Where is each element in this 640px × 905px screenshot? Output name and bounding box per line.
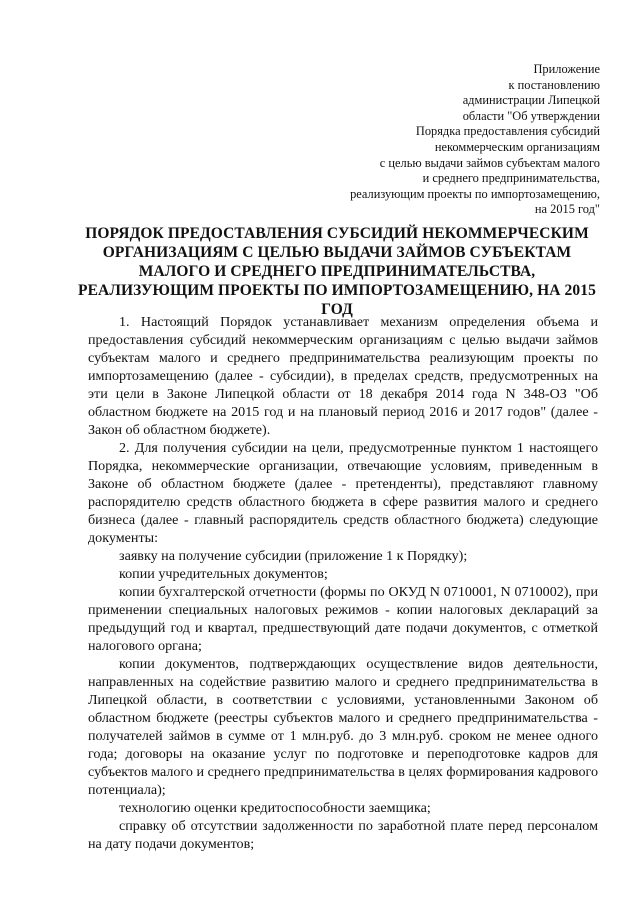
paragraph: технологию оценки кредитоспособности заемщика; bbox=[119, 800, 431, 816]
paragraph: 1. Настоящий Порядок устанавливает механизм определения объема и предоставления субсидий некоммерческим организациям с целью выдачи займов субъектам малого и среднего предпринимательства реализующим проекты по импортозамещению (далее - субсидии), в пределах средств, предусмотренных на эти цели в Законе Липецкой области от 18 декабря 2014 года N 348-ОЗ "Об областном бюджете на 2015 год и на плановый период 2016 и 2017 годов" (далее - Закон об областном бюджете). bbox=[88, 314, 598, 438]
appendix-line: некоммерческим организациям bbox=[434, 139, 600, 154]
document-body bbox=[88, 313, 598, 853]
appendix-line: администрации Липецкой bbox=[462, 93, 600, 108]
paragraph: справку об отсутствии задолженности по заработной плате перед персоналом на дату подачи документов; bbox=[88, 818, 598, 852]
appendix-header bbox=[270, 62, 600, 218]
document-title: ПОРЯДОК ПРЕДОСТАВЛЕНИЯ СУБСИДИЙ НЕКОММЕРЧЕСКИМ ОРГАНИЗАЦИЯМ С ЦЕЛЬЮ ВЫДАЧИ ЗАЙМОВ СУБЪЕКТАМ МАЛОГО И СРЕДНЕГО ПРЕДПРИНИМАТЕЛЬСТВА, РЕАЛИЗУЮЩИМ ПРОЕКТЫ ПО ИМПОРТОЗАМЕЩЕНИЮ, НА 2015 ГОД bbox=[78, 225, 596, 318]
appendix-line: области "Об утверждении bbox=[462, 108, 600, 123]
paragraph: копии документов, подтверждающих осуществление видов деятельности, направленных на содействие развитию малого и среднего предпринимательства в Липецкой области, в соответствии с условиями, установленными Законом об областном бюджете (реестры субъектов малого и среднего предпринимательства - получателей займов в сумме от 1 млн.руб. до 3 млн.руб. сроком не менее одного года; договоры на оказание услуг по подготовке и переподготовке кадров для субъектов малого и среднего предпринимательства в целях формирования кадрового потенциала); bbox=[88, 656, 598, 798]
paragraph: заявку на получение субсидии (приложение 1 к Порядку); bbox=[119, 548, 468, 564]
paragraph: копии бухгалтерской отчетности (формы по ОКУД N 0710001, N 0710002), при применении специальных налоговых режимов - копии налоговых деклараций за предыдущий год и квартал, предшествующий дате подачи документов, с отметкой налогового органа; bbox=[88, 584, 598, 654]
appendix-line: реализующим проекты по импортозамещению, bbox=[350, 186, 600, 201]
appendix-line: Порядка предоставления субсидий bbox=[415, 124, 600, 139]
paragraph: 2. Для получения субсидии на цели, предусмотренные пунктом 1 настоящего Порядка, некоммерческие организации, отвечающие условиям, приведенным в Законе об областном бюджете (далее - претенденты), представляют главному распорядителю средств областного бюджета в сфере развития малого и среднего бизнеса (далее - главный распорядитель средств областного бюджета) следующие документы: bbox=[88, 440, 598, 546]
appendix-line: на 2015 год" bbox=[534, 202, 600, 217]
appendix-line: Приложение bbox=[533, 62, 600, 76]
appendix-line: с целью выдачи займов субъектам малого bbox=[379, 155, 600, 170]
appendix-line: к постановлению bbox=[508, 77, 600, 92]
paragraph: копии учредительных документов; bbox=[119, 566, 328, 582]
appendix-line: и среднего предпринимательства, bbox=[422, 171, 600, 186]
